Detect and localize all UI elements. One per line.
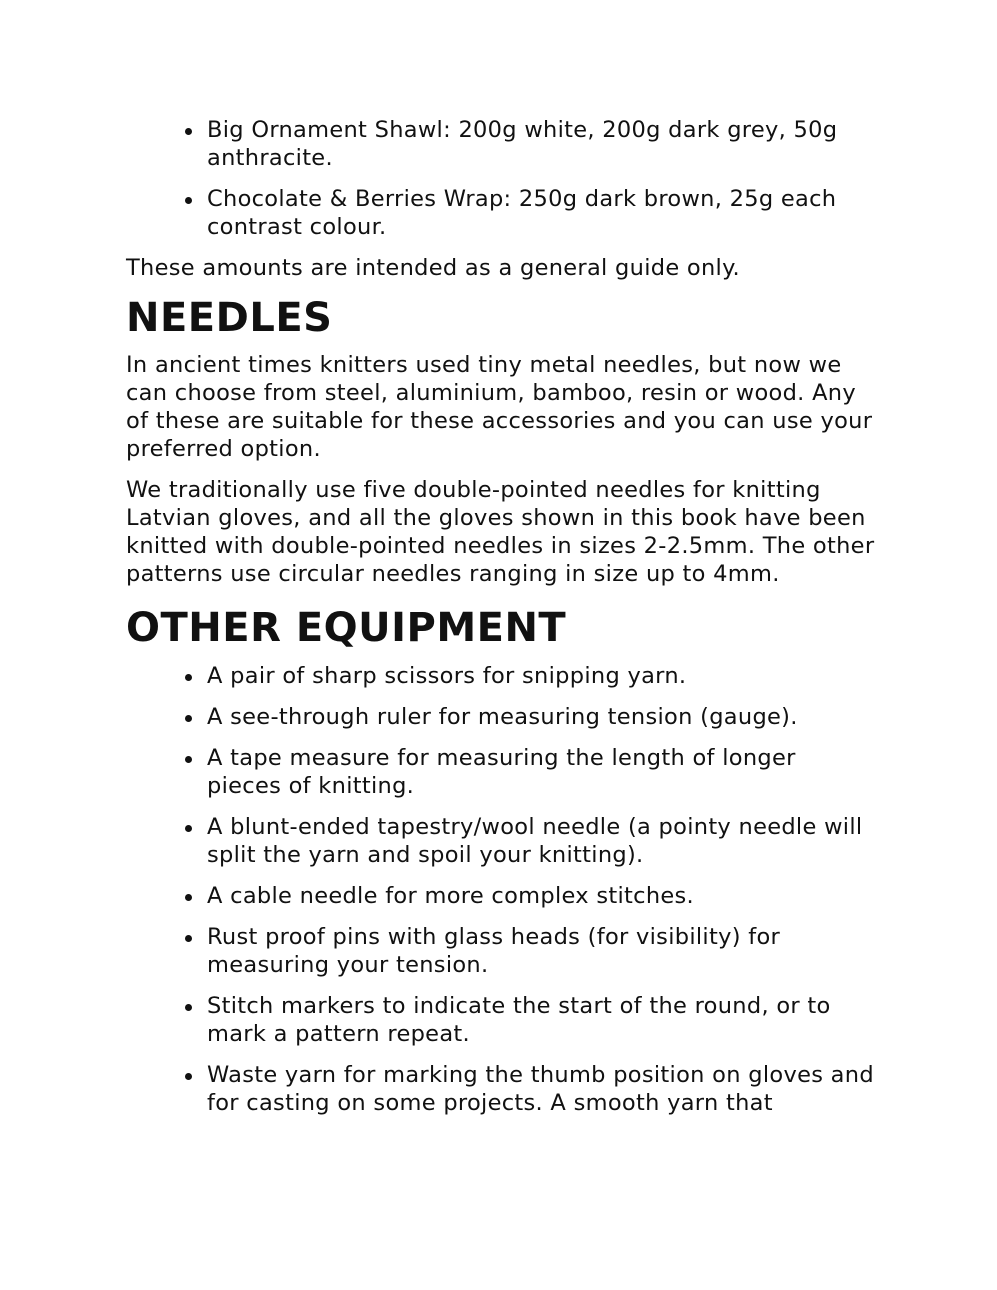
needles-paragraph-2: We traditionally use five double-pointed needles for knitting Latvian gloves, and all the gloves shown in this book have been knitted with double-pointed needles in sizes 2-2.5mm. The other patterns use circular needles ranging in size up to 4mm.	[126, 477, 875, 587]
list-item	[126, 662, 876, 690]
needles-paragraph-1: In ancient times knitters used tiny metal needles, but now we can choose from steel, aluminium, bamboo, resin or wood. Any of these are suitable for these accessories and you can use your preferred option.	[126, 352, 873, 462]
list-item	[126, 703, 876, 731]
bullet-icon	[185, 128, 192, 135]
list-item	[126, 813, 876, 869]
list-item	[126, 116, 876, 172]
list-item-text: A see-through ruler for measuring tension (gauge).	[207, 704, 798, 730]
list-item-text: A pair of sharp scissors for snipping yarn.	[207, 663, 687, 689]
list-item	[126, 992, 876, 1048]
list-item	[126, 185, 876, 241]
list-item-text: Chocolate & Berries Wrap: 250g dark brown, 25g each contrast colour.	[207, 186, 837, 240]
yarn-amounts-list	[126, 116, 876, 241]
list-item-text: Big Ornament Shawl: 200g white, 200g dark grey, 50g anthracite.	[207, 117, 838, 171]
bullet-icon	[185, 1004, 192, 1011]
list-item-text: Rust proof pins with glass heads (for visibility) for measuring your tension.	[207, 924, 781, 978]
bullet-icon	[185, 825, 192, 832]
bullet-icon	[185, 715, 192, 722]
list-item	[126, 923, 876, 979]
list-item	[126, 882, 876, 910]
bullet-icon	[185, 894, 192, 901]
other-equipment-heading: OTHER EQUIPMENT	[126, 605, 567, 651]
needles-heading: NEEDLES	[126, 295, 333, 341]
bullet-icon	[185, 197, 192, 204]
bullet-icon	[185, 935, 192, 942]
list-item-text: A cable needle for more complex stitches.	[207, 883, 694, 909]
list-item-text: Stitch markers to indicate the start of the round, or to mark a pattern repeat.	[207, 993, 831, 1047]
list-item-text: Waste yarn for marking the thumb position on gloves and for casting on some projects. A smooth yarn that	[207, 1062, 874, 1116]
list-item	[126, 1061, 876, 1117]
list-item-text: A tape measure for measuring the length of longer pieces of knitting.	[207, 745, 796, 799]
equipment-list	[126, 662, 876, 1117]
list-item	[126, 744, 876, 800]
list-item-text: A blunt-ended tapestry/wool needle (a pointy needle will split the yarn and spoil your knitting).	[207, 814, 863, 868]
document-page	[126, 116, 876, 1130]
bullet-icon	[185, 1073, 192, 1080]
bullet-icon	[185, 674, 192, 681]
guide-note: These amounts are intended as a general guide only.	[126, 255, 740, 281]
bullet-icon	[185, 756, 192, 763]
